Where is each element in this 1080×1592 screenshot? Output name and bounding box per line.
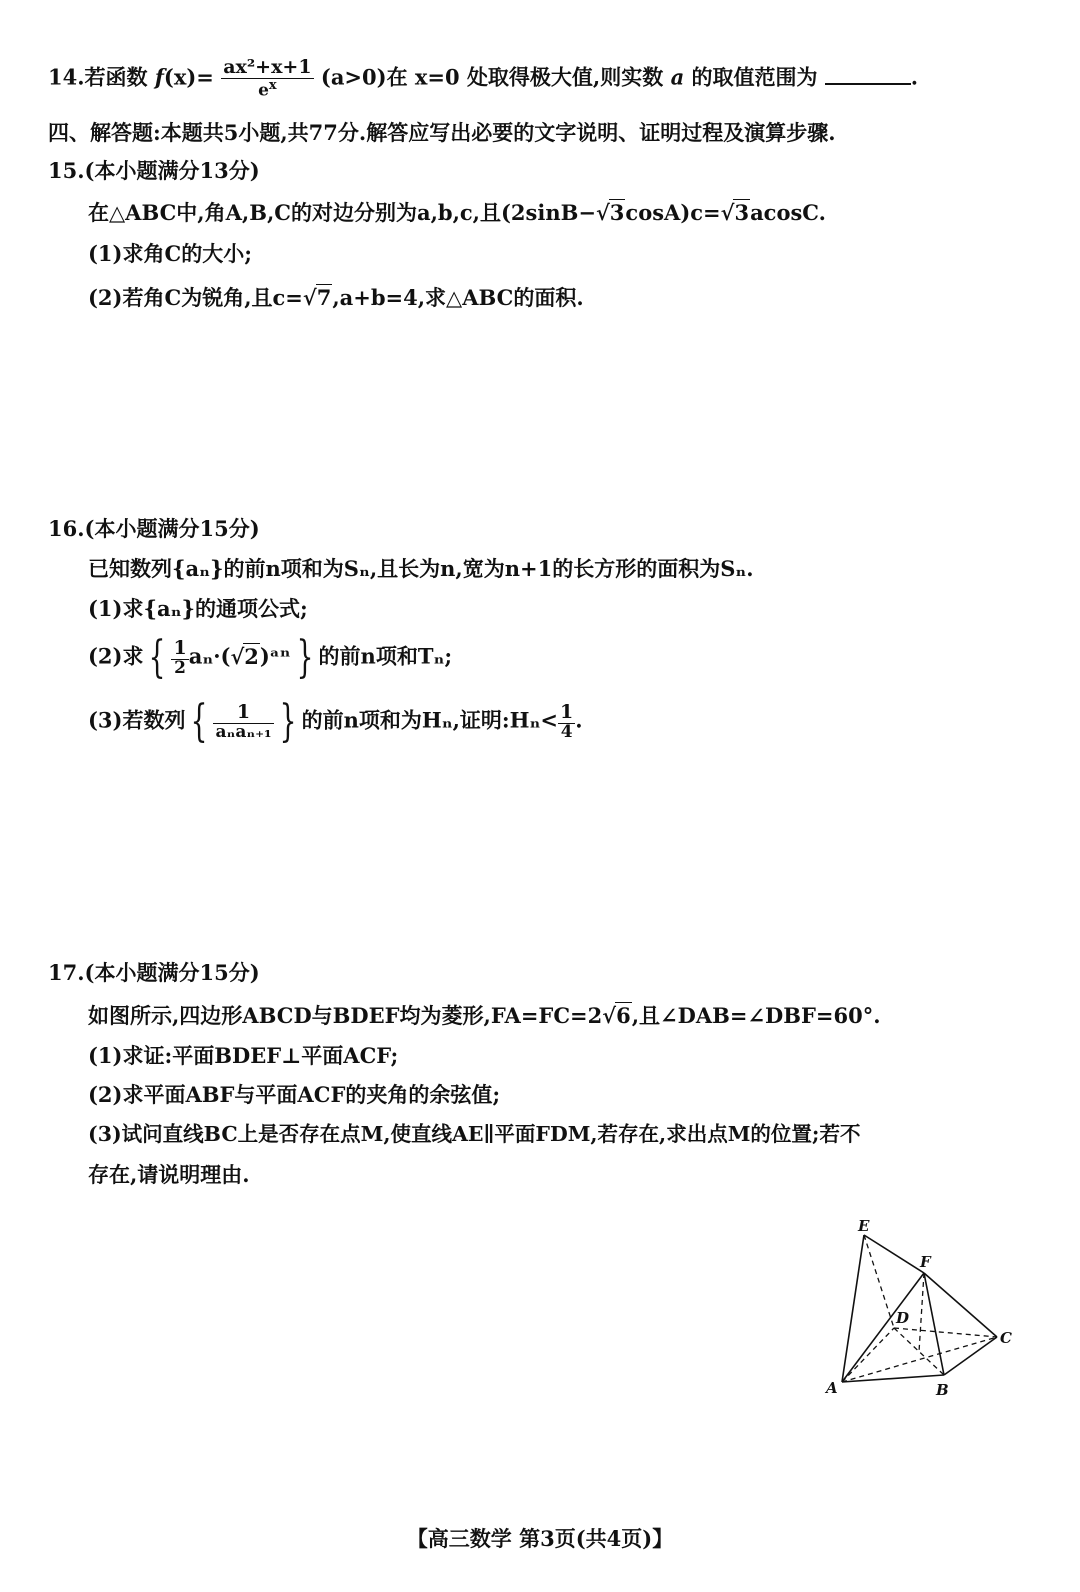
- q14-a: a: [670, 64, 685, 90]
- q16-p3-fnum: 1: [560, 700, 574, 723]
- q16-part1: (1)求{aₙ}的通项公式;: [88, 596, 308, 621]
- geometry-figure: [822, 1215, 1032, 1405]
- q14-paren: (x)=: [163, 64, 214, 90]
- q15-p2-a: (2)若角C为锐角,且c=: [88, 285, 303, 310]
- label-A: A: [826, 1379, 838, 1397]
- q16-p3-lead: (3)若数列: [88, 707, 186, 733]
- q14-cond: (a>0)在: [320, 64, 408, 90]
- edge-BC: [944, 1337, 997, 1375]
- edge-AB: [842, 1375, 944, 1382]
- q16-p3-fraction: [213, 700, 273, 742]
- q16-p3-den: aₙaₙ₊₁: [215, 721, 272, 742]
- label-F: F: [920, 1253, 931, 1271]
- q16-p3-mid: 的前n项和为Hₙ,证明:Hₙ<: [301, 707, 559, 733]
- q16-p2-exp: )ᵃⁿ: [259, 643, 291, 669]
- label-C: C: [1000, 1329, 1012, 1347]
- q16-part3: [88, 696, 583, 747]
- q15-statement: [88, 200, 826, 225]
- q15-stmt-c: acosC.: [750, 200, 826, 225]
- label-E: E: [858, 1217, 870, 1235]
- q16-part2: [88, 632, 453, 683]
- q14-tail: 的取值范围为: [691, 64, 818, 90]
- edge-EF: [864, 1235, 924, 1273]
- q17-header: 17.(本小题满分15分): [48, 960, 260, 985]
- q14-numerator: ax²+x+1: [223, 56, 312, 78]
- q14-x0: x=0: [414, 64, 460, 90]
- q16-statement: 已知数列{aₙ}的前n项和为Sₙ,且长为n,宽为n+1的长方形的面积为Sₙ.: [88, 556, 754, 581]
- left-brace: {: [149, 632, 166, 683]
- q16-p2-mid: aₙ·(: [188, 643, 231, 669]
- q16-p2-lead: (2)求: [88, 643, 144, 669]
- q14-answer-blank[interactable]: [825, 63, 911, 85]
- sqrt-6: √6: [602, 1003, 631, 1028]
- sqrt-7: √7: [302, 285, 332, 310]
- q17-stmt-a: 如图所示,四边形ABCD与BDEF均为菱形,FA=FC=2: [88, 1003, 603, 1028]
- q15-stmt-b: cosA)c=: [625, 200, 721, 225]
- q15-stmt-a: 在△ABC中,角A,B,C的对边分别为a,b,c,且(2sinB−: [88, 200, 596, 225]
- q14-func: f: [154, 64, 164, 90]
- edge-AC: [842, 1337, 997, 1382]
- sqrt-2-radicand: 2: [244, 643, 259, 669]
- edge-AF: [842, 1273, 924, 1382]
- q14-lead: 14.若函数: [48, 64, 148, 90]
- sqrt-3-a-radicand: 3: [609, 200, 625, 225]
- sqrt-6-radicand: 6: [616, 1003, 631, 1028]
- q17-part2: (2)求平面ABF与平面ACF的夹角的余弦值;: [88, 1082, 501, 1107]
- edge-DC: [894, 1328, 997, 1337]
- left-brace: {: [191, 696, 208, 747]
- q15-p2-b: ,a+b=4,求△ABC的面积.: [332, 285, 584, 310]
- q16-p3-fden: 4: [560, 721, 573, 742]
- q16-p3-quarter: [558, 700, 575, 742]
- q17-stmt-b: ,且∠DAB=∠DBF=60°.: [631, 1003, 881, 1028]
- edge-EA: [842, 1235, 864, 1382]
- q17-part3b: 存在,请说明理由.: [88, 1162, 250, 1187]
- edge-F-center: [919, 1273, 924, 1352]
- sqrt-3-a: √3: [595, 200, 625, 225]
- q14-rest: 处取得极大值,则实数: [466, 64, 664, 90]
- page-footer: 【高三数学 第3页(共4页)】: [406, 1526, 674, 1551]
- q16-p3-end: .: [575, 707, 583, 733]
- q14-end: .: [910, 64, 919, 90]
- q14-denominator: [221, 79, 313, 101]
- edge-ED: [864, 1235, 894, 1328]
- q15-part2: [88, 285, 584, 310]
- sqrt-7-radicand: 7: [316, 285, 332, 310]
- q17-part3a: (3)试问直线BC上是否存在点M,使直线AE∥平面FDM,若存在,求出点M的位置;若不: [88, 1122, 861, 1146]
- q16-p3-num: 1: [213, 703, 273, 724]
- q15-header: 15.(本小题满分13分): [48, 158, 260, 183]
- q16-p2-tail: 的前n项和Tₙ;: [318, 643, 453, 669]
- q17-statement: [88, 1003, 881, 1028]
- label-B: B: [936, 1381, 949, 1399]
- q14-den-base: e: [258, 80, 269, 101]
- q14-line: [48, 58, 918, 100]
- q16-p2-den: 2: [174, 657, 187, 678]
- right-brace: }: [279, 696, 296, 747]
- sqrt-3-b-radicand: 3: [734, 200, 750, 225]
- sqrt-2: √2: [230, 643, 259, 669]
- q17-part1: (1)求证:平面BDEF⊥平面ACF;: [88, 1043, 399, 1068]
- right-brace: }: [296, 632, 313, 683]
- section-heading: 四、解答题:本题共5小题,共77分.解答应写出必要的文字说明、证明过程及演算步骤.: [48, 120, 836, 145]
- q14-fraction: [221, 58, 313, 100]
- q16-p2-fraction: [171, 636, 188, 678]
- sqrt-3-b: √3: [720, 200, 750, 225]
- q16-header: 16.(本小题满分15分): [48, 516, 260, 541]
- q14-den-exp: x: [268, 77, 277, 93]
- label-D: D: [896, 1309, 910, 1327]
- q16-p2-num: 1: [173, 636, 187, 659]
- q15-part1: (1)求角C的大小;: [88, 241, 252, 266]
